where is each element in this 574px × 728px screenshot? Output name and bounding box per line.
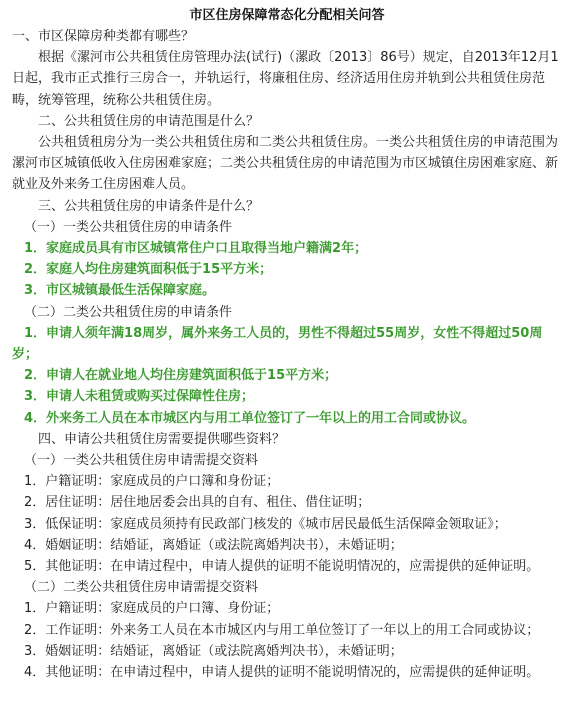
q3-sub2-item: 3．申请人未租赁或购买过保障性住房； xyxy=(24,389,255,405)
page-title: 市区住房保障常态化分配相关问答 xyxy=(189,8,385,23)
q3-sub2-heading: （二）二类公共租赁住房的申请条件 xyxy=(24,304,233,320)
q4-sub1-item: 4．婚姻证明：结婚证，离婚证（或法院离婚判决书），未婚证明； xyxy=(24,537,403,553)
q4-sub1-item: 3．低保证明：家庭成员须持有民政部门核发的《城市居民最低生活保障金领取证》； xyxy=(24,516,507,532)
q3-sub1-item: 2．家庭人均住房建筑面积低于15平方米； xyxy=(24,262,273,278)
q3-sub2-item: 1．申请人须年满18周岁，属外来务工人员的，男性不得超过55周岁，女性不得超过50周岁； xyxy=(12,325,543,363)
q4-sub1-item: 2．居住证明：居住地居委会出具的自有、租住、借住证明； xyxy=(24,495,371,511)
q1-heading: 一、市区保障房种类都有哪些？ xyxy=(12,29,195,44)
q4-sub2-item: 1．户籍证明：家庭成员的户口簿、身份证； xyxy=(24,601,280,617)
q3-heading: 三、公共租赁住房的申请条件是什么？ xyxy=(38,198,260,214)
q4-sub2-item: 4．其他证明：在申请过程中，申请人提供的证明不能说明情况的，应需提供的延伸证明。 xyxy=(24,665,540,681)
q3-sub1-item: 1．家庭成员具有市区城镇常住户口且取得当地户籍满2年； xyxy=(24,241,368,257)
q3-sub2-item: 2．申请人在就业地人均住房建筑面积低于15平方米； xyxy=(24,368,338,384)
q3-sub2-item: 4．外来务工人员在本市城区内与用工单位签订了一年以上的用工合同或协议。 xyxy=(24,410,476,426)
q2-body: 公共租赁租房分为一类公共租赁住房和二类公共租赁住房。一类公共租赁住房的申请范围为漯河市区城镇低收入住房困难家庭；二类公共租赁住房的申请范围为市区城镇住房困难家庭、新就业及外来务工住房困难人员。 xyxy=(12,135,559,193)
q4-heading: 四、申请公共租赁住房需要提供哪些资料？ xyxy=(38,431,286,447)
q4-sub1-item: 5．其他证明：在申请过程中，申请人提供的证明不能说明情况的，应需提供的延伸证明。 xyxy=(24,559,540,575)
q1-body: 根据《漯河市公共租赁住房管理办法(试行)（漯政〔2013〕86号）规定，自2013年12月1日起，我市正式推行三房合一，并轨运行，将廉租住房、经济适用住房并轨到公共租赁住房范畴，统筹管理，统称公共租赁住房。 xyxy=(12,50,559,108)
q3-sub1-item: 3．市区城镇最低生活保障家庭。 xyxy=(24,283,216,299)
q4-sub2-item: 3．婚姻证明：结婚证，离婚证（或法院离婚判决书），未婚证明； xyxy=(24,643,403,659)
q2-heading: 二、公共租赁住房的申请范围是什么？ xyxy=(38,113,260,129)
q4-sub1-heading: （一）一类公共租赁住房申请需提交资料 xyxy=(24,453,259,469)
q3-sub1-heading: （一）一类公共租赁住房的申请条件 xyxy=(24,219,233,235)
q4-sub2-item: 2．工作证明：外来务工人员在本市城区内与用工单位签订了一年以上的用工合同或协议； xyxy=(24,622,540,638)
q4-sub2-heading: （二）二类公共租赁住房申请需提交资料 xyxy=(24,580,259,596)
q4-sub1-item: 1．户籍证明：家庭成员的户口簿和身份证； xyxy=(24,474,280,490)
